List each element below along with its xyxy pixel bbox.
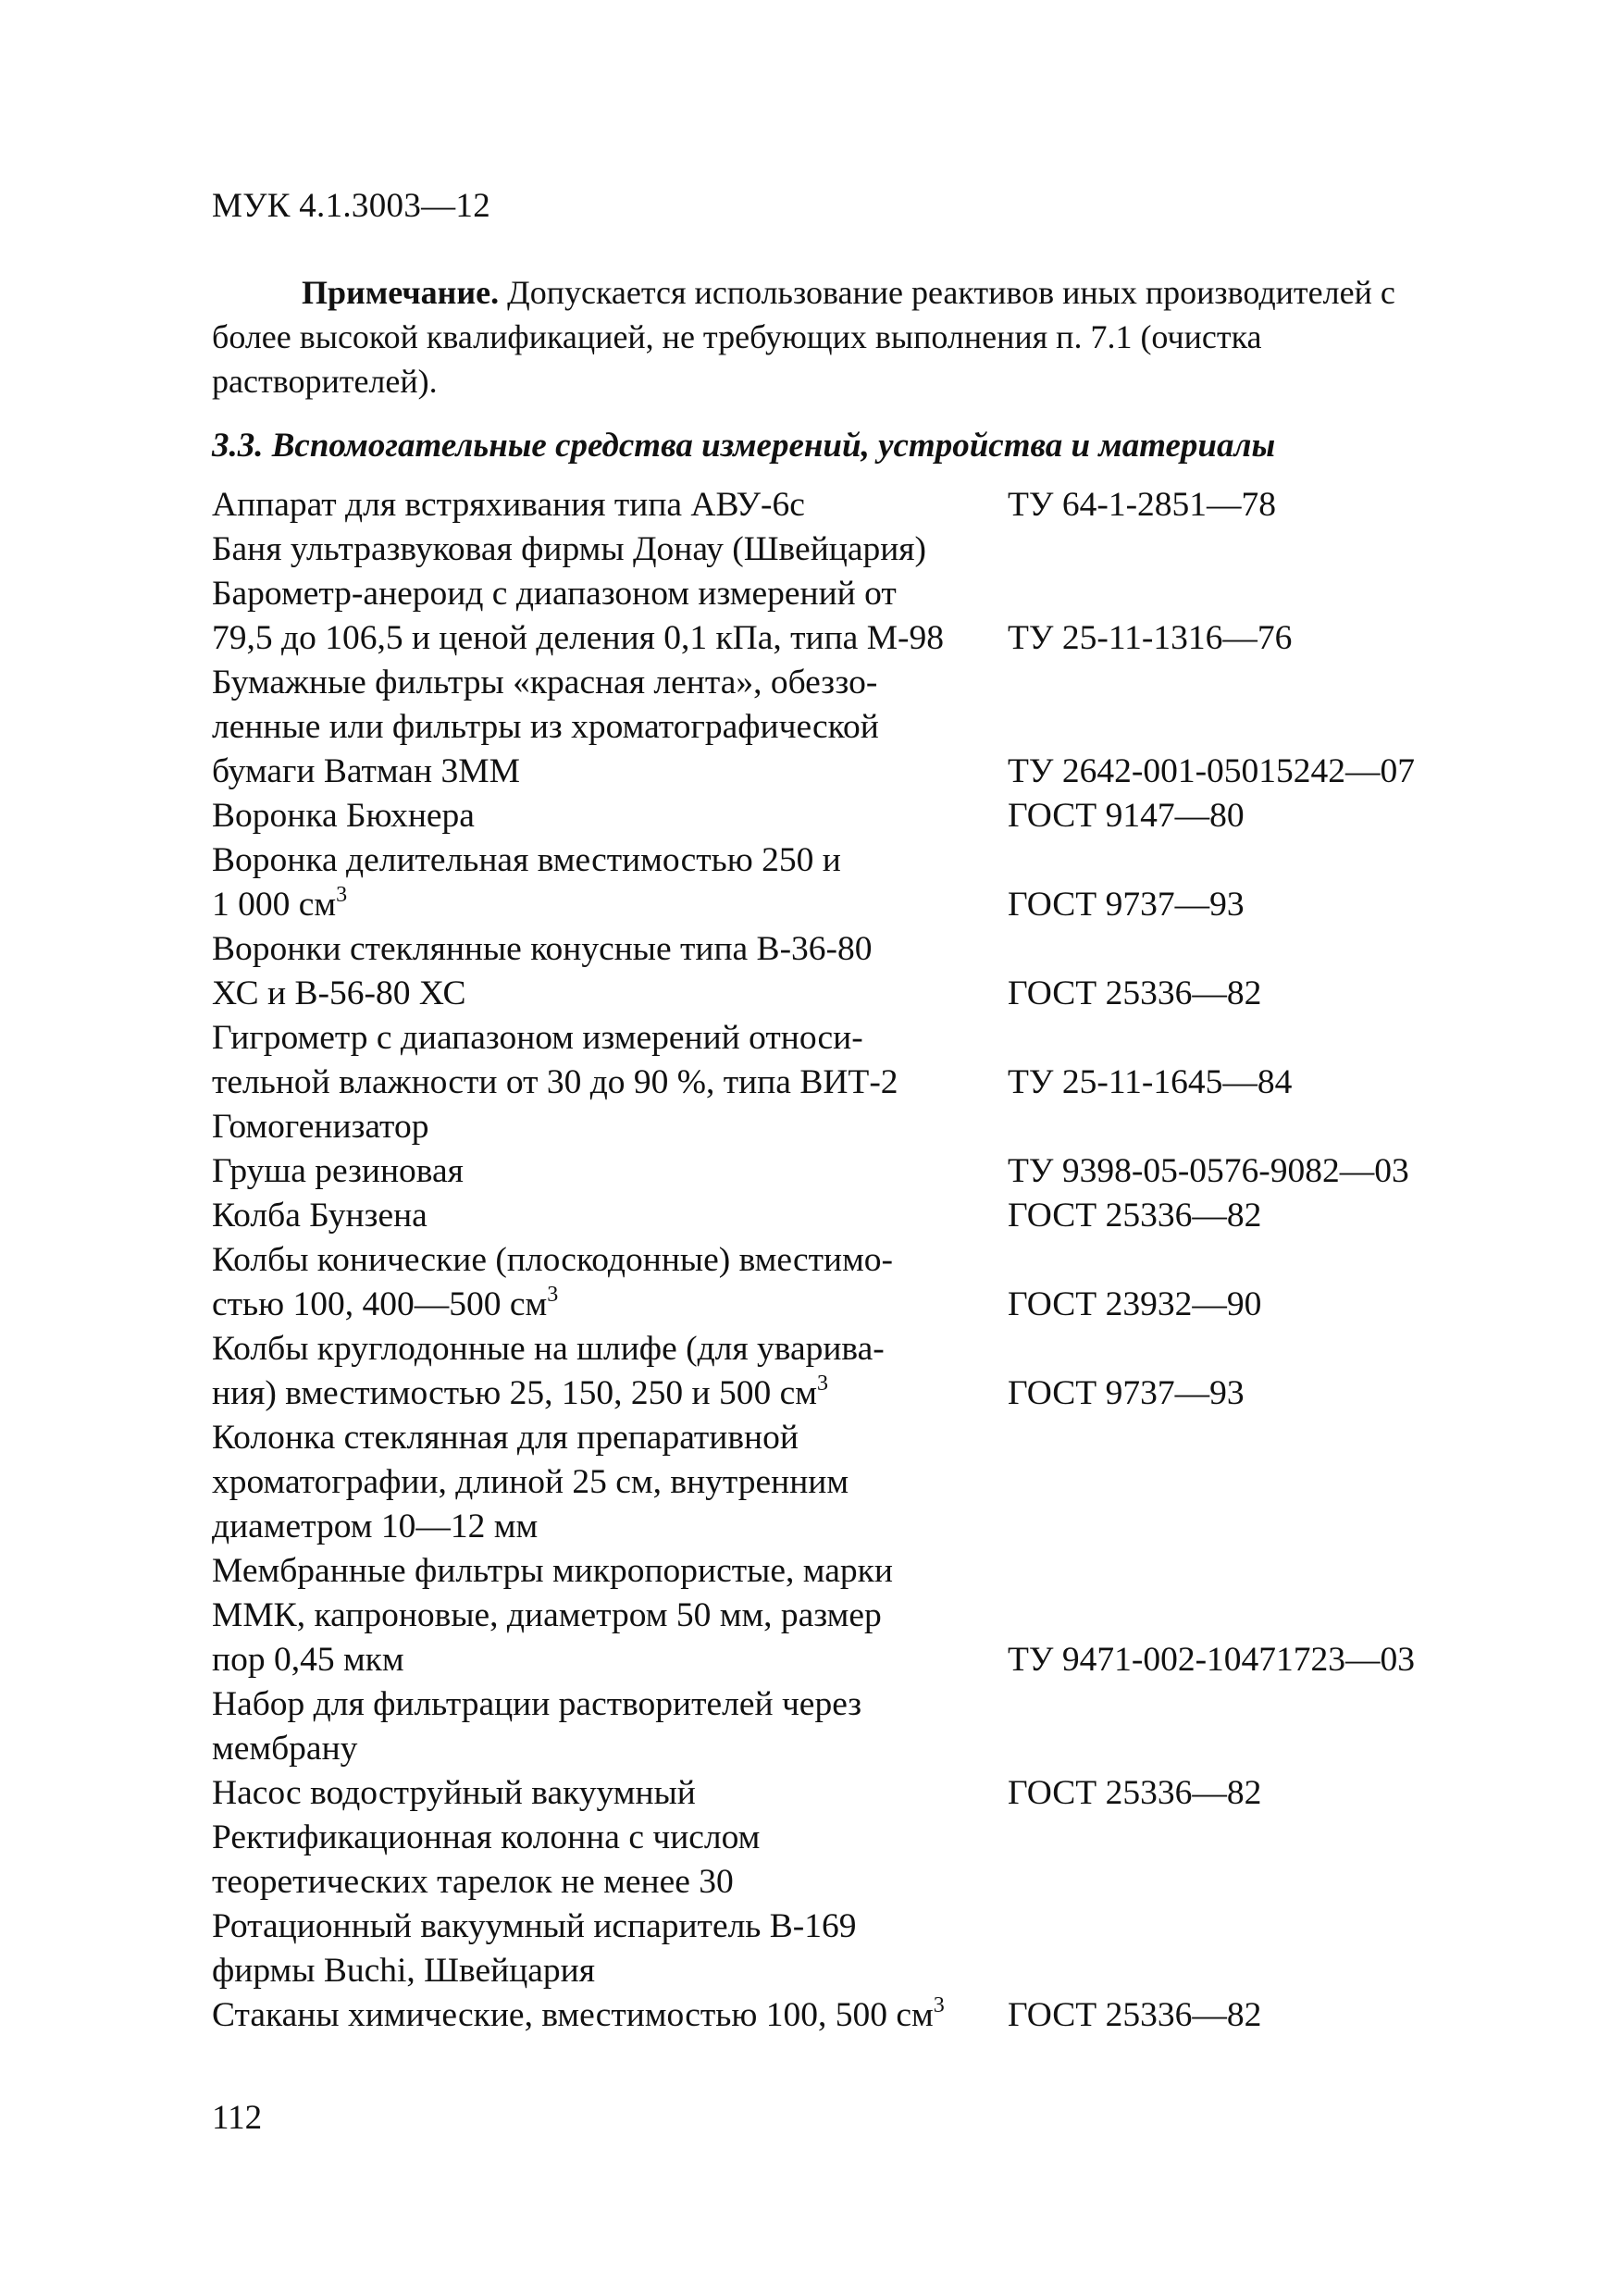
item-name-line: Гигрометр с диапазоном измерений относи- (212, 1019, 863, 1057)
item-name (212, 1238, 1008, 1327)
item-name-line: Колбы конические (плоскодонные) вместимо- (212, 1241, 894, 1279)
item-name-line: Колбы круглодонные на шлифе (для уварива- (212, 1330, 885, 1368)
item-name-line: Бумажные фильтры «красная лента», обеззо- (212, 664, 878, 701)
item-standard: ТУ 64-1-2851—78 (1008, 486, 1277, 524)
item-name (212, 838, 1008, 927)
unit-superscript: 3 (336, 882, 348, 907)
item-name-line: ММК, капроновые, диаметром 50 мм, размер (212, 1596, 882, 1634)
unit-superscript: 3 (816, 1371, 828, 1396)
item-name (212, 1816, 1008, 1905)
item-name (212, 527, 1008, 572)
item-standard: ТУ 25-11-1645—84 (1008, 1063, 1293, 1101)
item-standard: ГОСТ 25336—82 (1008, 1996, 1262, 2034)
list-item (212, 1016, 1470, 1105)
item-name-line: пор 0,45 мкм (212, 1641, 404, 1679)
item-name (212, 1682, 1008, 1771)
note-paragraph (212, 270, 1443, 403)
item-standard: ГОСТ 25336—82 (1008, 1197, 1262, 1235)
item-name-line: Колба Бунзена (212, 1197, 427, 1235)
item-name (212, 1327, 1008, 1416)
list-item (212, 661, 1470, 794)
item-standard: ГОСТ 9737—93 (1008, 1374, 1245, 1412)
item-name-line: Воронка делительная вместимостью 250 и (212, 841, 841, 879)
item-name-line: теоретических тарелок не менее 30 (212, 1863, 734, 1901)
list-item (212, 572, 1470, 661)
list-item (212, 1149, 1470, 1194)
item-name-text: стью 100, 400—500 см (212, 1285, 548, 1323)
unit-superscript: 3 (547, 1282, 559, 1307)
item-name (212, 1771, 1008, 1816)
item-name (212, 1416, 1008, 1549)
item-name-line: Воронка Бюхнера (212, 797, 475, 835)
item-name-line: Баня ультразвуковая фирмы Донау (Швейцария) (212, 530, 927, 568)
list-item (212, 483, 1470, 527)
item-name-line: Аппарат для встряхивания типа АВУ-6с (212, 486, 805, 524)
list-item (212, 1416, 1470, 1549)
item-standard: ГОСТ 25336—82 (1008, 974, 1262, 1012)
item-name (212, 927, 1008, 1016)
item-name-line: Гомогенизатор (212, 1108, 429, 1146)
item-standard: ГОСТ 9737—93 (1008, 886, 1245, 924)
item-standard: ТУ 9398-05-0576-9082—03 (1008, 1152, 1409, 1190)
list-item (212, 1682, 1470, 1771)
item-name (212, 1194, 1008, 1238)
list-item (212, 527, 1470, 572)
item-name (212, 661, 1008, 794)
list-item (212, 1549, 1470, 1682)
note-text: Допускается использование реактивов иных производителей с более высокой квалификацией, не требующих выполнения п. 7.1 (очистка растворителей). (212, 274, 1395, 400)
item-name-line: Груша резиновая (212, 1152, 464, 1190)
item-name-line: Ротационный вакуумный испаритель В-169 (212, 1907, 857, 1945)
item-standard: ГОСТ 23932—90 (1008, 1285, 1262, 1323)
list-item (212, 838, 1470, 927)
item-name-line: диаметром 10—12 мм (212, 1508, 539, 1545)
document-code-header: МУК 4.1.3003—12 (212, 187, 491, 225)
item-name (212, 1549, 1008, 1682)
list-item (212, 1238, 1470, 1327)
list-item (212, 1105, 1470, 1149)
item-standard: ТУ 9471-002-10471723—03 (1008, 1641, 1416, 1679)
item-name-line (212, 1993, 1008, 2038)
list-item (212, 794, 1470, 838)
page-number: 112 (212, 2099, 263, 2137)
item-standard: ТУ 25-11-1316—76 (1008, 619, 1293, 657)
item-name-line: Набор для фильтрации растворителей через (212, 1685, 862, 1723)
item-name-line: мембрану (212, 1730, 358, 1768)
item-name-line: Мембранные фильтры микропористые, марки (212, 1552, 893, 1590)
item-name (212, 572, 1008, 661)
item-name (212, 483, 1008, 527)
list-item (212, 1816, 1470, 1905)
item-name-line: бумаги Ватман 3ММ (212, 752, 520, 790)
item-name-text: Стаканы химические, вместимостью 100, 500 см (212, 1996, 934, 2034)
item-name-line (212, 1283, 1008, 1327)
item-name-line (212, 1371, 1008, 1416)
item-standard: ГОСТ 9147—80 (1008, 797, 1245, 835)
item-name-line: фирмы Buchi, Швейцария (212, 1952, 595, 1990)
equipment-list (212, 483, 1470, 2038)
item-name-line: Барометр-анероид с диапазоном измерений от (212, 575, 897, 613)
item-name-line: тельной влажности от 30 до 90 %, типа ВИТ-2 (212, 1063, 898, 1101)
item-name (212, 1905, 1008, 1993)
list-item (212, 1771, 1470, 1816)
item-name-line: ленные или фильтры из хроматографической (212, 708, 879, 746)
item-name-line: Насос водоструйный вакуумный (212, 1774, 696, 1812)
item-name (212, 1105, 1008, 1149)
item-standard: ГОСТ 25336—82 (1008, 1774, 1262, 1812)
item-name (212, 1016, 1008, 1105)
note-label: Примечание. (302, 274, 500, 311)
item-name (212, 1149, 1008, 1194)
section-title: 3.3. Вспомогательные средства измерений, устройства и материалы (212, 427, 1276, 465)
item-name (212, 1993, 1008, 2038)
list-item (212, 1194, 1470, 1238)
item-name-line: 79,5 до 106,5 и ценой деления 0,1 кПа, типа М-98 (212, 619, 945, 657)
unit-superscript: 3 (933, 1992, 945, 2017)
item-name-line (212, 883, 1008, 927)
item-name-text: ния) вместимостью 25, 150, 250 и 500 см (212, 1374, 817, 1412)
item-name-line: Ректификационная колонна с числом (212, 1818, 761, 1856)
item-name-line: Колонка стеклянная для препаративной (212, 1419, 799, 1457)
list-item (212, 927, 1470, 1016)
item-standard: ТУ 2642-001-05015242—07 (1008, 752, 1416, 790)
item-name-line: ХС и В-56-80 ХС (212, 974, 466, 1012)
item-name-text: 1 000 см (212, 886, 337, 924)
list-item (212, 1993, 1470, 2038)
item-name-line: Воронки стеклянные конусные типа В-36-80 (212, 930, 873, 968)
list-item (212, 1905, 1470, 1993)
list-item (212, 1327, 1470, 1416)
item-name-line: хроматографии, длиной 25 см, внутренним (212, 1463, 849, 1501)
item-name (212, 794, 1008, 838)
